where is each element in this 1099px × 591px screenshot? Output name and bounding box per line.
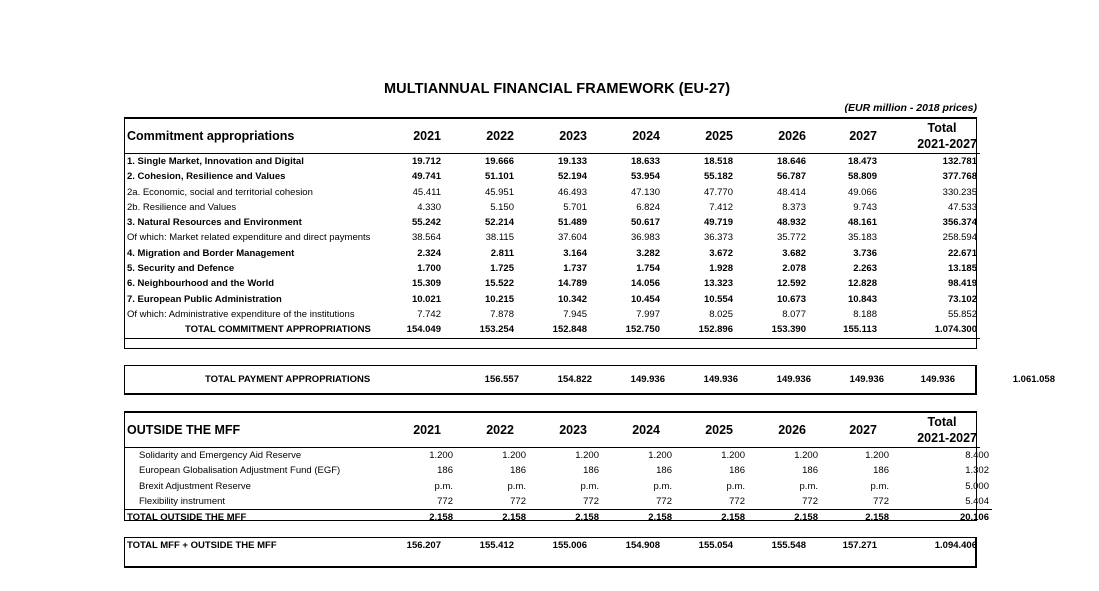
year-value: 3.164 [563,247,587,259]
commitments-header-label: Commitment appropriations [125,119,386,154]
year-value: 48.414 [776,186,806,198]
row-total-value: 13.185 [947,263,977,275]
year-value: 18.633 [630,156,660,167]
year-value: 48.932 [776,217,806,229]
year-value: 149.936 [630,374,665,385]
year-value: 2.158 [599,510,672,526]
year-value: 12.592 [776,278,806,290]
year-value: 1.737 [563,263,587,275]
row-total-value: 98.419 [947,278,977,290]
year-value: 10.554 [703,293,733,305]
year-value: 50.617 [630,217,660,229]
year-value: 149.936 [776,374,811,385]
commitments-header-row [125,119,980,154]
total-header-line2: 2021-2027 [917,137,977,151]
year-value: 154.908 [625,540,660,551]
year-value: 10.342 [557,293,587,305]
row-total-value: 8.400 [965,450,989,461]
year-header: 2027 [806,413,877,448]
year-value: 152.896 [660,322,733,338]
outside-total-row [125,510,992,526]
row-total-value: 356.374 [942,217,977,229]
grand-total-row [125,539,980,553]
year-header: 2027 [806,119,877,154]
table-row [125,185,980,200]
commitments-table [124,117,977,349]
year-value: 155.113 [806,322,877,338]
total-header [877,119,980,154]
year-header: 2026 [733,119,806,154]
table-row [125,276,980,291]
year-header: 2026 [733,413,806,448]
year-value: 52.214 [484,217,514,229]
year-value: 2.158 [745,510,818,526]
year-value: 149.936 [849,374,884,385]
row-label: 5. Security and Defence [127,263,235,275]
year-value: 155.412 [479,540,514,551]
year-value: 49.719 [703,217,733,229]
year-value: 45.951 [484,186,514,198]
year-value: 2.811 [490,247,514,259]
year-value: 153.390 [733,322,806,338]
year-value: 7.945 [563,308,587,320]
row-label: 3. Natural Resources and Environment [127,217,302,229]
year-value: 154.822 [557,374,592,385]
year-value: 4.330 [417,201,441,213]
year-value: 46.493 [557,186,587,198]
table-row [125,200,980,215]
year-value: 19.666 [484,156,514,167]
year-header: 2024 [587,119,660,154]
year-header: 2025 [660,413,733,448]
year-value: 772 [583,495,599,507]
year-value: 55.182 [703,171,733,183]
row-total-value: 1.302 [965,465,989,477]
year-value: 155.054 [698,540,733,551]
table-row [125,246,980,261]
outside-mff-table [124,411,989,524]
year-value: 15.522 [484,278,514,290]
table-row [125,494,992,510]
year-header: 2021 [386,119,441,154]
payments-row [125,373,1058,387]
year-header: 2022 [441,413,514,448]
year-value: 37.604 [557,232,587,244]
year-value: 772 [873,495,889,507]
year-value: 8.188 [853,308,877,320]
year-value: 10.021 [411,293,441,305]
table-row [125,215,980,230]
year-header: 2024 [587,413,660,448]
year-value: 55.242 [411,217,441,229]
year-value: 152.848 [514,322,587,338]
year-value: 8.077 [782,308,806,320]
year-value: 51.101 [484,171,514,183]
year-value: 2.078 [782,263,806,275]
year-value: 2.263 [853,263,877,275]
row-total-value: 330.235 [942,186,977,198]
year-value: 36.983 [630,232,660,244]
year-value: 51.489 [557,217,587,229]
outside-header-row [125,413,980,448]
year-value: 1.725 [490,263,514,275]
year-value: 772 [510,495,526,507]
row-label: 7. European Public Administration [127,293,282,305]
year-value: 154.049 [386,322,441,338]
row-label: 2a. Economic, social and territorial cohesion [127,186,313,198]
year-value: 149.936 [703,374,738,385]
year-value: 186 [729,465,745,477]
commitments-total-row [125,322,980,338]
year-value: 149.936 [920,374,955,385]
year-value: 38.564 [411,232,441,244]
year-value: 56.787 [776,171,806,183]
year-value: 156.557 [484,374,519,385]
row-label: Flexibility instrument [139,495,226,507]
year-value: 3.282 [636,247,660,259]
row-label: European Globalisation Adjustment Fund (EGF) [139,465,341,477]
year-value: 1.200 [721,450,745,461]
year-value: 2.158 [453,510,526,526]
year-value: p.m. [580,480,599,492]
year-value: 1.200 [794,450,818,461]
year-value: 18.473 [847,156,877,167]
year-value: 9.743 [853,201,877,213]
year-value: 7.878 [490,308,514,320]
year-value: 12.828 [847,278,877,290]
year-header: 2025 [660,119,733,154]
year-value: 186 [656,465,672,477]
year-header: 2022 [441,119,514,154]
year-value: 19.712 [411,156,441,167]
year-value: 48.161 [847,217,877,229]
grand-total-table [124,537,977,568]
row-total-value: 1.061.058 [1012,374,1055,385]
year-value: 1.754 [636,263,660,275]
row-total-value: 1.094.406 [934,540,977,551]
year-value: 157.271 [842,540,877,551]
year-value: 8.025 [709,308,733,320]
year-value: 772 [656,495,672,507]
grand-total-label: TOTAL MFF + OUTSIDE THE MFF [127,540,277,551]
table-row [125,292,980,307]
year-value: p.m. [653,480,672,492]
year-value: 186 [873,465,889,477]
year-value: p.m. [799,480,818,492]
year-value: 35.772 [776,232,806,244]
year-value: 18.646 [776,156,806,167]
row-total-value: 377.768 [942,171,977,183]
total-label: TOTAL COMMITMENT APPROPRIATIONS [125,322,386,338]
year-value: 3.672 [709,247,733,259]
document-title: MULTIANNUAL FINANCIAL FRAMEWORK (EU-27) [384,81,731,97]
year-value: 772 [802,495,818,507]
year-value: 14.056 [630,278,660,290]
year-value: 10.673 [776,293,806,305]
year-value: 7.742 [417,308,441,320]
year-value: 49.066 [847,186,877,198]
row-label: Of which: Administrative expenditure of the institutions [127,308,355,320]
year-value: p.m. [870,480,889,492]
year-value: 186 [583,465,599,477]
total-header [877,413,980,448]
year-value: 153.254 [441,322,514,338]
year-value: 2.158 [398,510,453,526]
year-value: 186 [510,465,526,477]
table-row [125,261,980,276]
row-total-value: 73.102 [947,293,977,305]
row-label: 4. Migration and Border Management [127,247,295,259]
row-total-value: 47.533 [947,201,977,213]
table-row [125,154,980,169]
year-value: p.m. [434,480,453,492]
outside-header-label: OUTSIDE THE MFF [125,413,386,448]
total-header-line1: Total [927,121,957,135]
year-value: 1.200 [575,450,599,461]
table-row [125,448,992,463]
row-total-value: 5.404 [965,495,989,507]
year-value: 38.115 [485,232,514,244]
year-value: 2.158 [526,510,599,526]
commitments-rows [125,154,980,339]
row-label: 1. Single Market, Innovation and Digital [127,156,304,167]
year-value: 152.750 [587,322,660,338]
year-value: 6.824 [636,201,660,213]
row-label: Solidarity and Emergency Aid Reserve [139,450,302,461]
year-header: 2023 [514,119,587,154]
row-label: Of which: Market related expenditure and direct payments [127,232,371,244]
year-value: 35.183 [847,232,877,244]
total-header-line1: Total [927,415,957,429]
year-value: 47.770 [703,186,733,198]
year-value: 47.130 [630,186,660,198]
year-value: 10.215 [484,293,514,305]
year-value: 5.150 [490,201,514,213]
table-row [125,230,980,245]
payments-table [124,365,1055,395]
year-value: 53.954 [630,171,660,183]
total-header-line2: 2021-2027 [917,431,977,445]
year-header: 2023 [514,413,587,448]
year-value: p.m. [507,480,526,492]
year-value: 58.809 [847,171,877,183]
row-label: 6. Neighbourhood and the World [127,278,275,290]
year-value: 772 [729,495,745,507]
row-total-value: 5.000 [965,480,989,492]
row-total-value: 258.594 [942,232,977,244]
year-value: 2.324 [417,247,441,259]
year-value: 7.412 [709,201,733,213]
row-total-value: 1.074.300 [877,322,980,338]
row-total-value: 132.781 [942,156,977,167]
year-value: 19.133 [557,156,587,167]
year-value: 155.548 [771,540,806,551]
year-value: 1.200 [648,450,672,461]
year-value: 52.194 [557,171,587,183]
year-value: 1.200 [429,450,453,461]
payments-label: TOTAL PAYMENT APPROPRIATIONS [205,374,371,385]
year-header: 2021 [386,413,441,448]
year-value: 1.200 [865,450,889,461]
table-row [125,169,980,184]
year-value: 10.454 [630,293,660,305]
year-value: 45.411 [412,186,441,198]
year-value: 7.997 [636,308,660,320]
year-value: 3.682 [782,247,806,259]
year-value: 156.207 [406,540,441,551]
year-value: 5.701 [563,201,587,213]
row-label: 2b. Resilience and Values [127,201,237,213]
year-value: 1.700 [417,263,441,275]
year-value: 1.200 [502,450,526,461]
year-value: 2.158 [818,510,889,526]
unit-note: (EUR million - 2018 prices) [844,102,977,114]
year-value: 18.518 [703,156,733,167]
year-value: 186 [802,465,818,477]
total-label: TOTAL OUTSIDE THE MFF [125,510,398,526]
year-value: 1.928 [709,263,733,275]
year-value: 10.843 [847,293,877,305]
year-value: 772 [437,495,453,507]
year-value: p.m. [726,480,745,492]
year-value: 49.741 [411,171,441,183]
year-value: 13.323 [703,278,733,290]
year-value: 3.736 [853,247,877,259]
year-value: 2.158 [672,510,745,526]
row-total-value: 22.671 [947,247,977,259]
row-total-value: 20.106 [889,510,992,526]
year-value: 155.006 [552,540,587,551]
table-row [125,479,992,494]
outside-rows [125,448,992,525]
year-value: 15.309 [411,278,441,290]
row-label: Brexit Adjustment Reserve [139,480,251,492]
row-label: 2. Cohesion, Resilience and Values [127,171,286,183]
year-value: 36.373 [703,232,733,244]
year-value: 8.373 [782,201,806,213]
year-value: 186 [437,465,453,477]
table-row [125,463,992,478]
table-row [125,307,980,322]
row-total-value: 55.852 [947,308,977,320]
year-value: 14.789 [557,278,587,290]
